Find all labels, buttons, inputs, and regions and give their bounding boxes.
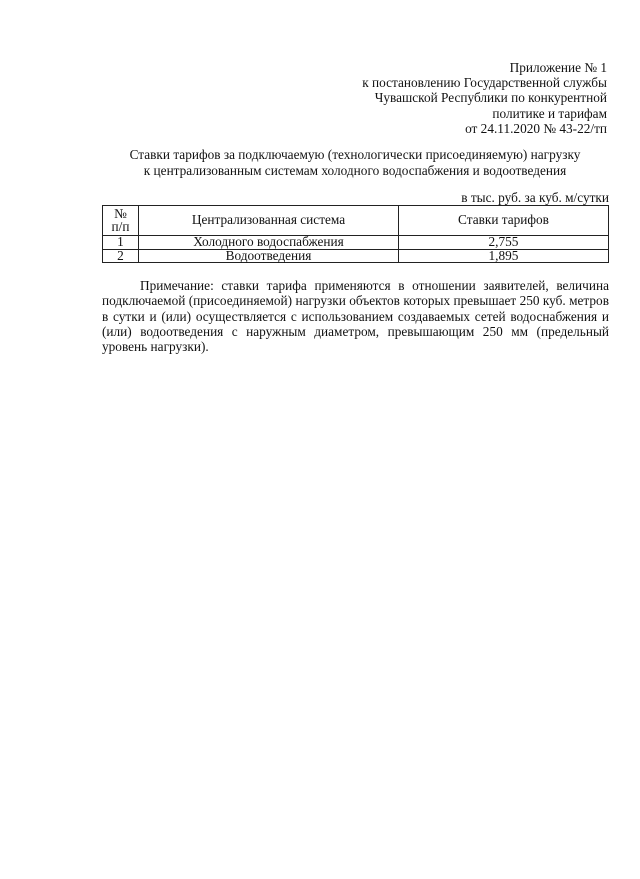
- header-number-line2: п/п: [111, 218, 130, 234]
- appendix-line: Чувашской Республики по конкурентной: [374, 90, 607, 106]
- row-rate: 1,895: [399, 249, 609, 263]
- header-number-line1: №: [114, 206, 127, 221]
- table-row: [103, 236, 609, 250]
- appendix-line: к постановлению Государственной службы: [362, 75, 607, 91]
- title-line-2: к централизованным системам холодного водоспабжения и водоотведения: [143, 162, 567, 178]
- appendix-line: от 24.11.2020 № 43-22/тп: [465, 120, 607, 136]
- appendix-header: [362, 60, 607, 136]
- table-header-row: [103, 206, 609, 236]
- header-rate: Ставки тарифов: [399, 206, 609, 236]
- appendix-line: политике и тарифам: [492, 105, 607, 121]
- header-number: [103, 206, 139, 236]
- row-system: Холодного водоспабжения: [139, 236, 399, 250]
- row-rate: 2,755: [399, 236, 609, 250]
- row-number: 2: [103, 249, 139, 263]
- header-system: Централизованная система: [139, 206, 399, 236]
- note-text: Примечание: ставки тарифа применяются в отношении заявителей, величина подключаемой (присоединяемой) нагрузки объектов которых превышает 250 куб. метров в сутки и (или) осуществляется с использованием создаваемых сетей водоснабжения и (или) водоотведения с наружным диаметром, превышающим 250 мм (предельный уровень нагрузки).: [102, 278, 609, 355]
- units-label: в тыс. руб. за куб. м/сутки: [461, 190, 609, 205]
- document-title: [100, 147, 610, 178]
- table-row: [103, 249, 609, 263]
- row-number: 1: [103, 236, 139, 250]
- note-section: [102, 278, 609, 354]
- title-line-1: Ставки тарифов за подключаемую (технологически присоединяемую) нагрузку: [129, 147, 581, 162]
- tariff-table: [102, 205, 609, 263]
- row-system: Водоотведения: [139, 249, 399, 263]
- appendix-line: Приложение № 1: [509, 60, 607, 75]
